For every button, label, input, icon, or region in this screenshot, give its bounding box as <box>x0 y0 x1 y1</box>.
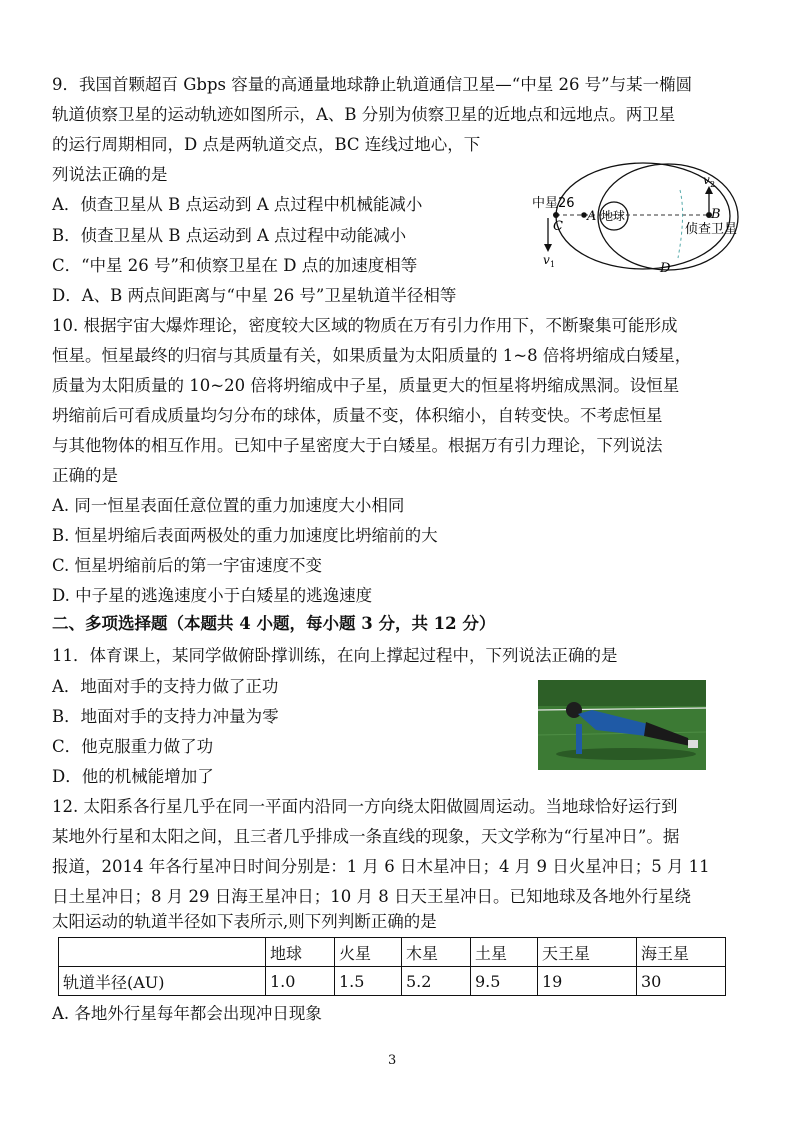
point-a <box>581 212 587 218</box>
q10-option-a: A. 同一恒星表面任意位置的重力加速度大小相同 <box>52 496 405 515</box>
q9-option-b: B．侦查卫星从 B 点运动到 A 点过程中动能减小 <box>52 226 407 245</box>
q10-stem-line-4: 坍缩前后可看成质量均匀分布的球体，质量不变，体积缩小，自转变快。不考虑恒星 <box>52 406 663 425</box>
q9-stem-line-4: 列说法正确的是 <box>52 165 168 184</box>
q9-option-a: A．侦查卫星从 B 点运动到 A 点过程中机械能减小 <box>52 195 423 214</box>
pushup-photo <box>538 680 706 770</box>
table-cell: 5.2 <box>402 967 471 996</box>
orbit-diagram <box>528 160 768 290</box>
table-header-cell: 海王星 <box>637 938 726 967</box>
point-c <box>553 212 559 218</box>
q10-option-d: D. 中子星的逃逸速度小于白矮星的逃逸速度 <box>52 586 373 605</box>
page-number: 3 <box>388 1053 397 1068</box>
q10-option-b: B. 恒星坍缩后表面两极处的重力加速度比坍缩前的大 <box>52 526 438 545</box>
q9-option-c: C．“中星 26 号”和侦察卫星在 D 点的加速度相等 <box>52 256 418 275</box>
q9-option-d: D．A、B 两点间距离与“中星 26 号”卫星轨道半径相等 <box>52 286 457 305</box>
table-header-cell: 土星 <box>471 938 538 967</box>
table-cell: 30 <box>637 967 726 996</box>
q11-option-d: D．他的机械能增加了 <box>52 767 214 786</box>
section-2-heading: 二、多项选择题（本题共 4 小题，每小题 3 分，共 12 分） <box>52 614 496 633</box>
label-d: D <box>660 261 671 276</box>
table-header-row <box>59 938 726 967</box>
table-cell: 9.5 <box>471 967 538 996</box>
orbit-radius-table <box>58 937 726 996</box>
q10-stem-line-3: 质量为太阳质量的 10~20 倍将坍缩成中子星，质量更大的恒星将坍缩成黑洞。设恒星 <box>52 376 680 395</box>
label-zhongxing26: 中星26 <box>532 196 575 211</box>
dashed-arc <box>678 190 683 258</box>
q9-stem-line-2: 轨道侦察卫星的运动轨迹如图所示，A、B 分别为侦察卫星的近地点和远地点。两卫星 <box>52 105 676 124</box>
q12-option-a: A. 各地外行星每年都会出现冲日现象 <box>52 1004 322 1023</box>
table-cell: 1.5 <box>335 967 402 996</box>
v1-arrowhead <box>544 244 552 252</box>
label-c: C <box>553 219 563 234</box>
q9-stem-line-3: 的运行周期相同，D 点是两轨道交点，BC 连线过地心，下 <box>52 135 481 154</box>
label-a: A <box>587 209 597 224</box>
label-spy-satellite: 侦查卫星 <box>685 222 738 237</box>
q11-option-a: A．地面对手的支持力做了正功 <box>52 677 279 696</box>
q12-stem-line-5: 太阳运动的轨道半径如下表所示,则下列判断正确的是 <box>52 912 437 931</box>
q10-stem-line-1: 10. 根据宇宙大爆炸理论，密度较大区域的物质在万有引力作用下，不断聚集可能形成 <box>52 316 678 335</box>
q11-stem-line-1: 11．体育课上，某同学做俯卧撑训练，在向上撑起过程中，下列说法正确的是 <box>52 646 618 665</box>
label-earth: 地球 <box>601 209 626 223</box>
table-row-label: 轨道半径(AU) <box>59 967 266 996</box>
q12-stem-line-4: 日土星冲日；8 月 29 日海王星冲日；10 月 8 日天王星冲日。已知地球及各地外行星绕 <box>52 887 691 906</box>
label-b: B <box>711 207 721 222</box>
table-row <box>59 967 726 996</box>
table-cell: 19 <box>538 967 637 996</box>
table-header-cell: 木星 <box>402 938 471 967</box>
q10-option-c: C. 恒星坍缩前后的第一宇宙速度不变 <box>52 556 323 575</box>
label-v2: v <box>703 173 710 187</box>
q10-stem-line-6: 正确的是 <box>52 466 118 485</box>
pushup-illustration <box>538 680 706 770</box>
q9-stem-line-1: 9．我国首颗超百 Gbps 容量的高通量地球静止轨道通信卫星—“中星 26 号”与某一椭圆 <box>52 75 693 94</box>
q10-stem-line-5: 与其他物体的相互作用。已知中子星密度大于白矮星。根据万有引力理论，下列说法 <box>52 436 663 455</box>
table-header-cell: 火星 <box>335 938 402 967</box>
q12-stem-line-1: 12. 太阳系各行星几乎在同一平面内沿同一方向绕太阳做圆周运动。当地球恰好运行到 <box>52 797 678 816</box>
table-header-cell: 天王星 <box>538 938 637 967</box>
q12-stem-line-2: 某地外行星和太阳之间，且三者几乎排成一条直线的现象，天文学称为“行星冲日”。据 <box>52 827 680 846</box>
q12-stem-line-3: 报道，2014 年各行星冲日时间分别是：1 月 6 日木星冲日；4 月 9 日火星冲日；5 月 11 <box>52 857 710 876</box>
label-v1: v <box>543 253 550 267</box>
q10-stem-line-2: 恒星。恒星最终的归宿与其质量有关，如果质量为太阳质量的 1~8 倍将坍缩成白矮星， <box>52 346 692 365</box>
table-header-cell <box>59 938 266 967</box>
q11-option-c: C．他克服重力做了功 <box>52 737 214 756</box>
q11-option-b: B．地面对手的支持力冲量为零 <box>52 707 279 726</box>
table-header-cell: 地球 <box>266 938 335 967</box>
label-v1-sub: 1 <box>550 260 556 269</box>
label-v2-sub: 2 <box>710 180 716 189</box>
table-cell: 1.0 <box>266 967 335 996</box>
